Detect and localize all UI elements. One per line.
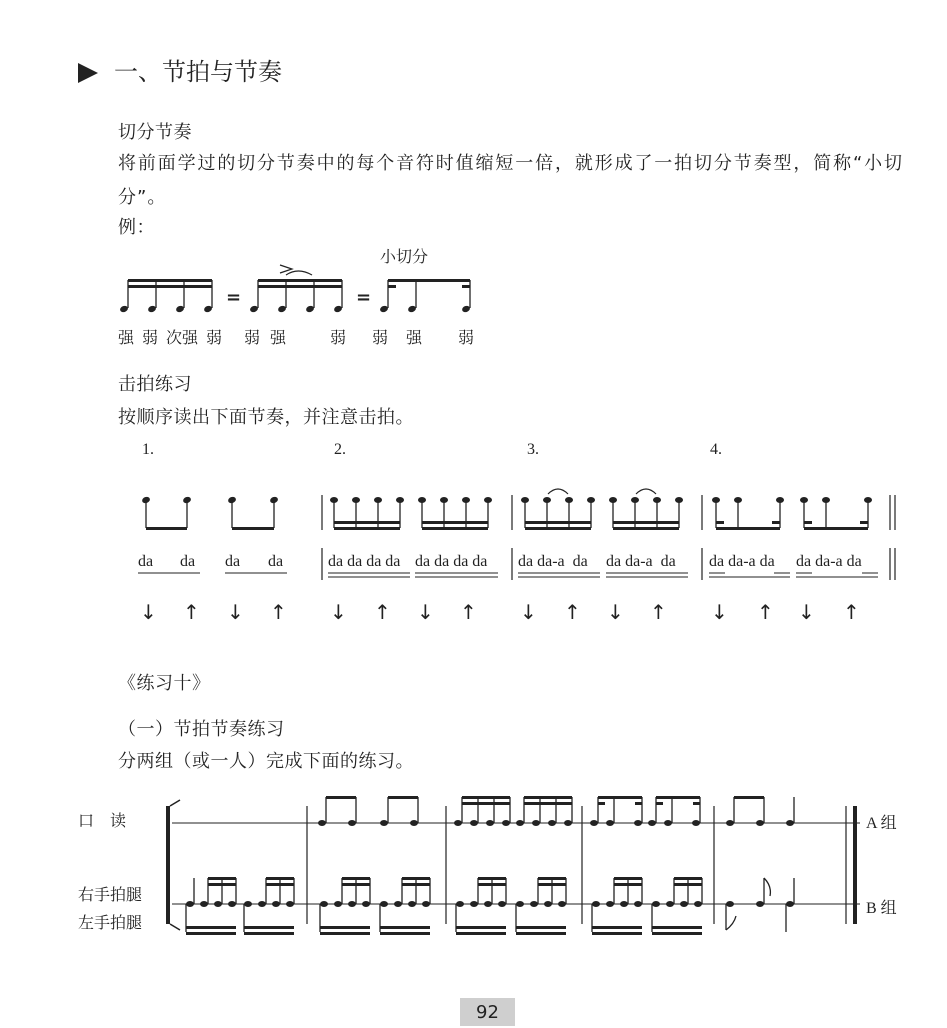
up-arrow-icon: ↑ (183, 600, 200, 624)
strength-label: 弱 (330, 328, 347, 347)
rhythm-syllable: da da-a da (709, 553, 775, 570)
down-arrow-icon: ↓ (607, 600, 624, 624)
down-arrow-icon: ↓ (227, 600, 244, 624)
exercise10-title: 《练习十》 (118, 673, 211, 694)
syncopation-paragraph: 将前面学过的切分节奏中的每个音符时值缩短一倍，就形成了一拍切分节奏型，简称“小切分”。 (118, 153, 903, 208)
up-arrow-icon: ↑ (460, 600, 477, 624)
strength-label: 弱 (142, 328, 159, 347)
row-label-right-hand: 右手拍腿 (78, 885, 143, 904)
practice-score (166, 796, 860, 935)
strength-label: 弱 (372, 328, 389, 347)
strength-label: 强 (118, 328, 135, 347)
rhythm-syllable: da (180, 553, 196, 570)
exercise-number: 4. (710, 441, 722, 458)
syncopation-heading: 切分节奏 (118, 122, 192, 143)
up-arrow-icon: ↑ (564, 600, 581, 624)
sixteenth-note-group (249, 265, 343, 313)
down-arrow-icon: ↓ (140, 600, 157, 624)
rhythm-syllable: da da-a da (796, 553, 862, 570)
example-label: 例： (118, 217, 155, 238)
down-arrow-icon: ↓ (798, 600, 815, 624)
up-arrow-icon: ↑ (374, 600, 391, 624)
rhythm-syllable: da da-a da (606, 553, 676, 570)
section-title: 一、节拍与节奏 (78, 52, 282, 87)
up-arrow-icon: ↑ (270, 600, 287, 624)
rhythm-syllable: da da da da (415, 553, 488, 570)
equals-sign: = (226, 287, 242, 308)
row-label-left-hand: 左手拍腿 (78, 913, 143, 932)
equals-sign: = (356, 287, 372, 308)
strength-label: 强 (270, 328, 287, 347)
strength-label: 弱 (206, 328, 223, 347)
tied-sixteenth-note-group (521, 489, 683, 530)
syncopation-note-group (379, 279, 471, 313)
strength-label: 弱 (458, 328, 475, 347)
down-arrow-icon: ↓ (330, 600, 347, 624)
page-number: 92 (460, 998, 515, 1026)
strength-label: 弱 (244, 328, 261, 347)
exercise-number: 2. (334, 441, 346, 458)
strength-label: 次强 (166, 328, 199, 347)
rhythm-syllable: da (268, 553, 284, 570)
sixteenth-note-group (119, 279, 213, 313)
group-a-label: A 组 (866, 815, 897, 832)
up-arrow-icon: ↑ (650, 600, 667, 624)
strength-label: 强 (406, 328, 423, 347)
up-arrow-icon: ↑ (757, 600, 774, 624)
down-arrow-icon: ↓ (520, 600, 537, 624)
down-arrow-icon: ↓ (711, 600, 728, 624)
clapping-heading: 击拍练习 (118, 374, 192, 395)
row-label-oral: 口 读 (78, 811, 127, 830)
up-arrow-icon: ↑ (843, 600, 860, 624)
rhythm-syllable: da (225, 553, 241, 570)
rhythm-syllable: da da-a da (518, 553, 588, 570)
exercise-number: 3. (527, 441, 539, 458)
sixteenth-note-group (330, 497, 492, 530)
group-b-label: B 组 (866, 900, 897, 917)
syncopation-note-group (712, 497, 872, 530)
clapping-instruction: 按顺序读出下面节奏，并注意击拍。 (118, 407, 414, 428)
small-syncopation-label: 小切分 (380, 247, 429, 266)
exercise10-instruction: 分两组（或一人）完成下面的练习。 (118, 751, 414, 772)
eighth-note-group (141, 496, 279, 530)
rhythm-syllable: da (138, 553, 154, 570)
rhythm-syllable: da da da da (328, 553, 401, 570)
exercise10-subheading: （一）节拍节奏练习 (118, 719, 285, 740)
exercise-number: 1. (142, 441, 154, 458)
down-arrow-icon: ↓ (417, 600, 434, 624)
